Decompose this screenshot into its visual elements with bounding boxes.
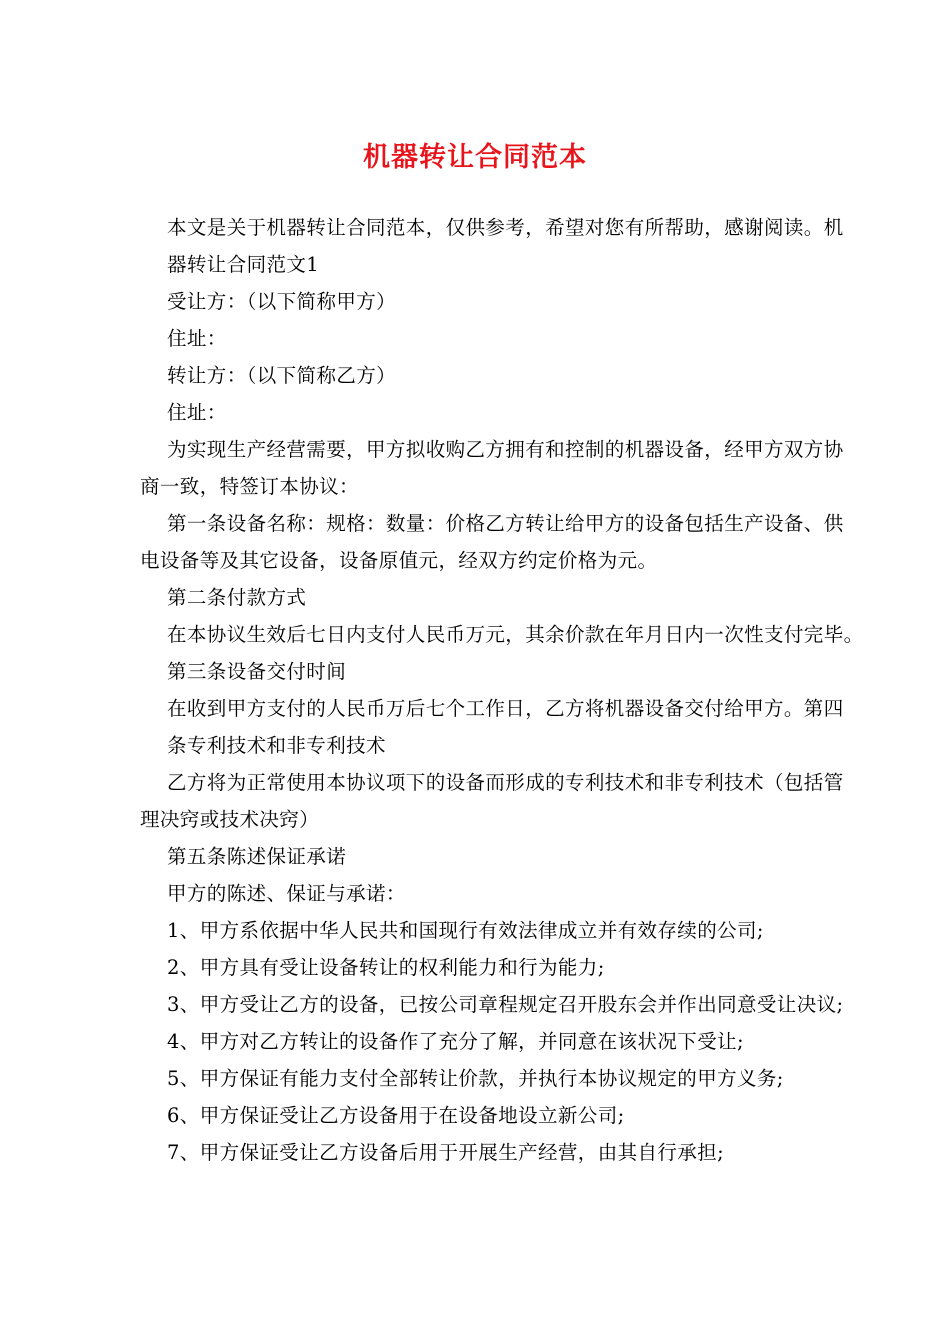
paragraph-line: 本文是关于机器转让合同范本，仅供参考，希望对您有所帮助，感谢阅读。机 [167,216,844,239]
list-item: 1、甲方系依据中华人民共和国现行有效法律成立并有效存续的公司; [167,919,764,942]
paragraph-line: 器转让合同范文1 [167,253,320,276]
list-item: 3、甲方受让乙方的设备，已按公司章程规定召开股东会并作出同意受让决议; [167,993,844,1016]
paragraph-line: 条专利技术和非专利技术 [167,734,386,757]
paragraph-line: 住址： [167,401,227,424]
paragraph-line: 受让方：（以下简称甲方） [167,290,397,313]
paragraph-line: 理决窍或技术决窍） [140,808,320,831]
paragraph-line: 住址： [167,327,227,350]
document-title: 机器转让合同范本 [363,142,587,173]
paragraph-line: 在收到甲方支付的人民币万后七个工作日，乙方将机器设备交付给甲方。第四 [167,697,844,720]
section-heading: 第三条设备交付时间 [167,660,347,683]
paragraph-line: 第一条设备名称：规格：数量：价格乙方转让给甲方的设备包括生产设备、供 [167,512,844,535]
list-item: 4、甲方对乙方转让的设备作了充分了解，并同意在该状况下受让; [167,1030,744,1053]
list-item: 5、甲方保证有能力支付全部转让价款，并执行本协议规定的甲方义务; [167,1067,784,1090]
paragraph-line: 商一致，特签订本协议： [140,475,359,498]
list-item: 6、甲方保证受让乙方设备用于在设备地设立新公司; [167,1104,625,1127]
paragraph-line: 电设备等及其它设备，设备原值元，经双方约定价格为元。 [140,549,658,572]
paragraph-line: 乙方将为正常使用本协议项下的设备而形成的专利技术和非专利技术（包括管 [167,771,844,794]
paragraph-line: 为实现生产经营需要，甲方拟收购乙方拥有和控制的机器设备，经甲方双方协 [167,438,844,461]
paragraph-line: 甲方的陈述、保证与承诺： [167,882,406,905]
section-heading: 第二条付款方式 [167,586,307,609]
section-heading: 第五条陈述保证承诺 [167,845,347,868]
list-item: 7、甲方保证受让乙方设备后用于开展生产经营，由其自行承担; [167,1141,725,1164]
list-item: 2、甲方具有受让设备转让的权利能力和行为能力; [167,956,605,979]
paragraph-line: 转让方：（以下简称乙方） [167,364,397,387]
paragraph-line: 在本协议生效后七日内支付人民币万元，其余价款在年月日内一次性支付完毕。 [167,623,864,646]
